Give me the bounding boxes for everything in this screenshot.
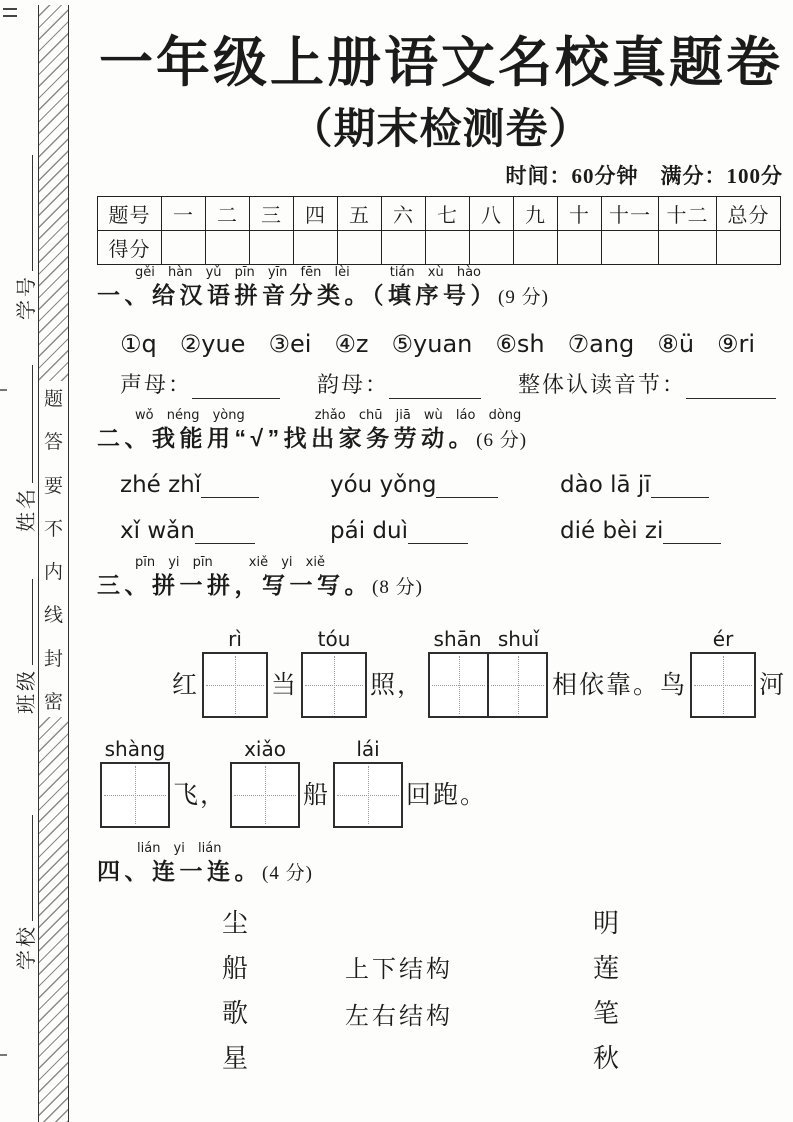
- tianzige-box[interactable]: [301, 652, 367, 718]
- finals-blank[interactable]: [389, 375, 481, 399]
- score-table: [97, 196, 781, 265]
- score-cell[interactable]: [602, 231, 659, 265]
- pinyin-annotation: lián yi lián: [137, 841, 222, 856]
- pinyin-annotation: tián xù hào: [389, 265, 481, 280]
- chore-pinyin: dié bèi zi: [560, 518, 664, 544]
- option-6: ⑥sh: [495, 330, 545, 358]
- fold-mark: [3, 15, 17, 17]
- option-4: ④z: [334, 330, 369, 358]
- match-item[interactable]: 星: [222, 1044, 249, 1073]
- school-blank[interactable]: [28, 815, 33, 921]
- box-pinyin: lái: [356, 737, 380, 761]
- col-5: 五: [338, 197, 382, 231]
- whole-syllables-field: [518, 368, 776, 399]
- tianzige-box[interactable]: [230, 762, 300, 828]
- chore-pinyin: xǐ wǎn: [120, 518, 195, 544]
- initials-blank[interactable]: [192, 375, 280, 399]
- section-2-heading: [97, 409, 527, 457]
- pinyin-annotation: pīn yi pīn: [135, 555, 213, 570]
- col-2: 二: [206, 197, 250, 231]
- chore-item: [560, 518, 760, 544]
- col-11: 十一: [602, 197, 659, 231]
- chore-item: [330, 472, 560, 498]
- match-item[interactable]: 笔: [593, 999, 620, 1028]
- student-id-field: [10, 155, 38, 320]
- section-3-pinyin: [97, 556, 423, 570]
- chore-items-row-2: [120, 518, 760, 544]
- score-cell[interactable]: [514, 231, 558, 265]
- table-row-scores: [98, 231, 781, 265]
- box-pinyin: ér: [712, 627, 734, 651]
- sentence-text: 回跑。: [406, 782, 488, 809]
- section-3-title: 三、拼一拼，写一写。: [97, 572, 372, 598]
- col-7: 七: [426, 197, 470, 231]
- box-pinyin: rì: [228, 627, 242, 651]
- page-title: 一年级上册语文名校真题卷: [99, 33, 783, 93]
- match-item[interactable]: 上下结构: [345, 957, 453, 983]
- classification-blanks: [120, 368, 776, 399]
- seal-char: 线: [43, 605, 63, 627]
- option-7: ⑦ang: [567, 330, 635, 358]
- student-id-blank[interactable]: [28, 155, 33, 271]
- chore-pinyin: zhé zhǐ: [120, 472, 202, 498]
- section-2-score: (6 分): [476, 430, 528, 451]
- hatch-pattern: [39, 5, 68, 381]
- score-row-header: 得分: [98, 231, 162, 265]
- exam-paper: [95, 0, 787, 1122]
- question-number-header: 题号: [98, 197, 162, 231]
- section-4-heading: [97, 842, 313, 890]
- col-9: 九: [514, 197, 558, 231]
- section-4-pinyin: [97, 842, 313, 856]
- col-12: 十二: [659, 197, 717, 231]
- box-pinyin: shàng: [104, 737, 166, 761]
- sentence-text: 相依靠。鸟: [552, 672, 688, 699]
- seal-char: 不: [43, 518, 63, 540]
- student-name-blank[interactable]: [28, 365, 33, 483]
- write-box-group-double: [427, 626, 549, 718]
- section-4-score: (4 分): [262, 863, 313, 884]
- finals-field: [317, 368, 481, 399]
- fold-mark: [3, 8, 17, 10]
- section-4-title: 四、连一连。: [97, 858, 262, 884]
- check-blank[interactable]: [663, 520, 721, 544]
- score-cell[interactable]: [558, 231, 602, 265]
- score-cell[interactable]: [426, 231, 470, 265]
- seal-line-text: [39, 381, 68, 717]
- match-item[interactable]: 秋: [593, 1044, 620, 1073]
- col-10: 十: [558, 197, 602, 231]
- seal-char: 密: [43, 691, 63, 713]
- chore-pinyin: dào lā jī: [560, 472, 651, 498]
- tianzige-box[interactable]: [202, 652, 268, 718]
- school-label: 学校: [16, 924, 38, 970]
- class-field: [10, 579, 38, 714]
- check-blank[interactable]: [201, 474, 259, 498]
- exam-time-score-info: 时间：60分钟 满分：100分: [505, 164, 783, 188]
- check-blank[interactable]: [436, 474, 498, 498]
- match-right-column: [593, 910, 619, 1072]
- school-field: [10, 815, 38, 970]
- section-1-score: (9 分): [498, 287, 549, 308]
- write-box-group: [333, 736, 403, 828]
- seal-char: 答: [43, 432, 63, 454]
- table-row-question-numbers: [98, 197, 781, 231]
- score-cell[interactable]: [294, 231, 338, 265]
- option-9: ⑨ri: [717, 330, 756, 358]
- tianzige-box[interactable]: [690, 652, 756, 718]
- student-id-label: 学号: [16, 274, 38, 320]
- write-box-group: [230, 736, 300, 828]
- check-blank[interactable]: [408, 520, 468, 544]
- check-blank[interactable]: [195, 520, 255, 544]
- chore-item: [330, 518, 560, 544]
- pinyin-annotation: xiě yi xiě: [248, 555, 325, 570]
- score-cell-total[interactable]: [717, 231, 781, 265]
- write-box-group: [690, 626, 756, 718]
- col-total: 总分: [717, 197, 781, 231]
- writing-sentence-1: [169, 626, 789, 718]
- chore-item: [120, 472, 330, 498]
- pinyin-annotation: gěi hàn yǔ pīn yīn fēn lèi: [135, 265, 350, 280]
- box-pinyin: shān: [433, 627, 482, 651]
- write-box-group: [301, 626, 367, 718]
- section-3-score: (8 分): [372, 577, 423, 598]
- section-1-title: 一、给汉语拼音分类。（填序号）: [97, 282, 498, 308]
- match-item[interactable]: 莲: [593, 954, 620, 983]
- match-middle-column: [345, 958, 453, 1030]
- score-cell[interactable]: [338, 231, 382, 265]
- score-cell[interactable]: [250, 231, 294, 265]
- section-2-title: 二、我能用“√”找出家务劳动。: [97, 425, 477, 451]
- box-pinyin: shuǐ: [497, 627, 540, 651]
- score-cell[interactable]: [659, 231, 717, 265]
- match-left-column: [222, 910, 248, 1072]
- seal-char: 题: [43, 389, 63, 410]
- seal-char: 封: [43, 648, 63, 670]
- chore-item: [560, 472, 760, 498]
- box-pinyin: tóu: [317, 627, 351, 651]
- option-2: ②yue: [179, 330, 246, 358]
- sentence-text: 红: [172, 672, 200, 699]
- student-name-field: [10, 365, 38, 532]
- sentence-text: 河: [759, 672, 787, 699]
- chore-pinyin: pái duì: [330, 518, 408, 544]
- sentence-text: 飞，: [173, 782, 228, 809]
- match-item[interactable]: 歌: [222, 999, 249, 1028]
- chore-pinyin: yóu yǒng: [330, 472, 437, 498]
- score-cell[interactable]: [470, 231, 514, 265]
- tianzige-box[interactable]: [333, 762, 403, 828]
- option-5: ⑤yuan: [391, 330, 473, 358]
- section-3-heading: [97, 556, 423, 604]
- section-1-heading: [97, 266, 549, 314]
- col-3: 三: [250, 197, 294, 231]
- fold-mark: [0, 1054, 7, 1056]
- pinyin-annotation: zhǎo chū jiā wù láo dòng: [314, 408, 522, 423]
- fold-mark: [0, 389, 7, 391]
- tianzige-box[interactable]: [428, 652, 489, 718]
- chore-item: [120, 518, 330, 544]
- seal-char: 要: [43, 475, 63, 497]
- match-item[interactable]: 船: [222, 954, 249, 983]
- sentence-text: 船: [303, 782, 331, 809]
- sentence-text: 当: [271, 672, 299, 699]
- write-box-group: [202, 626, 268, 718]
- section-1-pinyin: [97, 266, 549, 280]
- score-cell[interactable]: [382, 231, 426, 265]
- section-2-pinyin: [97, 409, 527, 423]
- option-8: ⑧ü: [657, 330, 695, 358]
- option-3: ③ei: [268, 330, 312, 358]
- write-box-group: [100, 736, 170, 828]
- score-cell[interactable]: [206, 231, 250, 265]
- match-item[interactable]: 明: [593, 909, 620, 938]
- col-8: 八: [470, 197, 514, 231]
- finals-label: 韵母：: [317, 372, 390, 397]
- initials-label: 声母：: [120, 372, 193, 397]
- tianzige-box[interactable]: [487, 652, 548, 718]
- col-6: 六: [382, 197, 426, 231]
- page-subtitle: （期末检测卷）: [290, 107, 592, 153]
- class-label: 班级: [16, 668, 38, 714]
- score-cell[interactable]: [162, 231, 206, 265]
- check-blank[interactable]: [651, 474, 709, 498]
- seal-strip: [38, 5, 69, 1122]
- whole-syllables-blank[interactable]: [686, 375, 776, 399]
- chore-items-row-1: [120, 472, 760, 498]
- col-1: 一: [162, 197, 206, 231]
- writing-sentence-2: [100, 736, 490, 828]
- seal-char: 内: [43, 562, 63, 584]
- match-item[interactable]: 尘: [222, 909, 249, 938]
- pinyin-annotation: wǒ néng yòng: [135, 408, 245, 423]
- pinyin-options: [120, 330, 756, 358]
- whole-syllables-label: 整体认读音节：: [518, 372, 687, 397]
- initials-field: [120, 368, 280, 399]
- col-4: 四: [294, 197, 338, 231]
- class-blank[interactable]: [28, 579, 33, 665]
- match-item[interactable]: 左右结构: [345, 1004, 453, 1030]
- box-pinyin: xiǎo: [244, 737, 286, 761]
- tianzige-box[interactable]: [100, 762, 170, 828]
- hatch-pattern: [39, 717, 68, 1122]
- student-name-label: 姓名: [16, 486, 38, 532]
- sentence-text: 照，: [370, 672, 425, 699]
- option-1: ①q: [120, 330, 157, 358]
